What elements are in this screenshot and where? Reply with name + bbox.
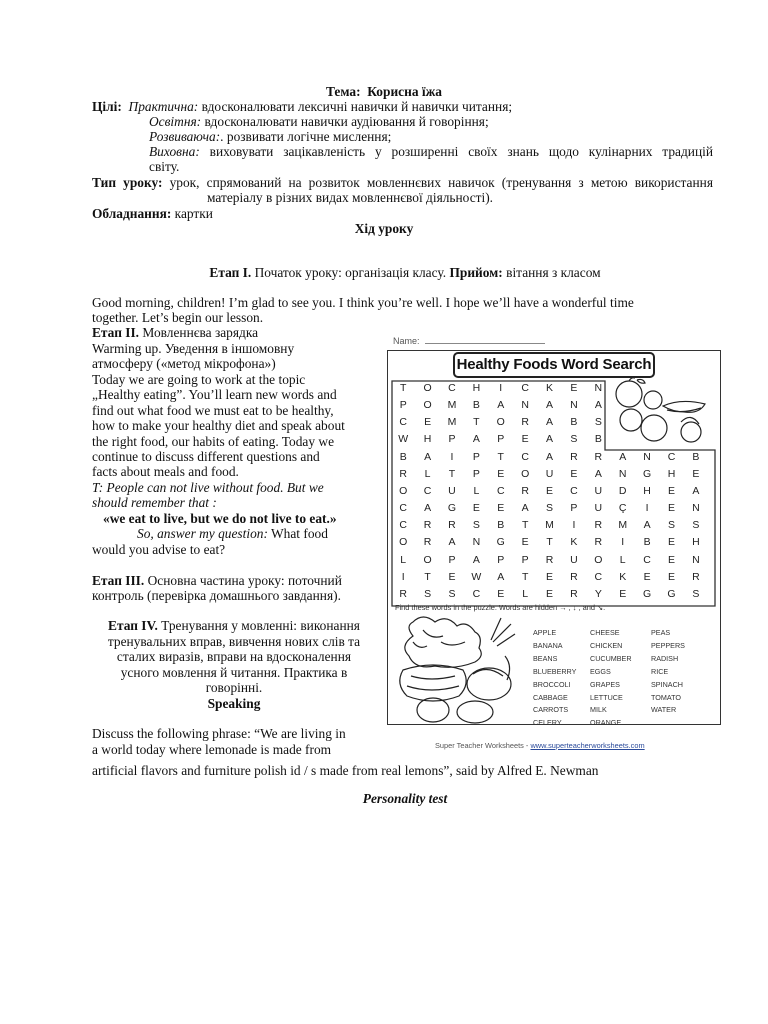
grid-letter: K <box>546 381 554 394</box>
grid-letter: H <box>423 433 432 446</box>
word-item: CUCUMBER <box>590 653 632 663</box>
lesson-type <box>92 175 713 191</box>
grid-letter: C <box>594 570 603 583</box>
grid-letter: R <box>521 484 529 497</box>
stage-2-line: facts about meals and food. <box>92 464 239 479</box>
grid-letter: B <box>399 450 407 463</box>
grid-letter: R <box>423 536 432 549</box>
greeting-line-2: together. Let’s begin our lesson. <box>92 310 264 325</box>
grid-letter: N <box>643 450 651 463</box>
grid-letter: B <box>643 536 651 549</box>
grid-letter: I <box>401 570 405 583</box>
equipment-value: картки <box>174 206 213 221</box>
grid-letter: A <box>594 467 602 480</box>
stage-2-quote <box>103 511 337 527</box>
word-item: WATER <box>651 705 677 715</box>
grid-letter: H <box>667 467 676 480</box>
grid-letter: G <box>643 588 652 601</box>
word-item: EGGS <box>590 666 611 676</box>
stage-4-label: Етап IV. <box>108 618 158 633</box>
vegetables-illustration-icon <box>393 612 525 730</box>
name-line <box>425 343 545 344</box>
grid-letter: E <box>643 570 651 583</box>
grid-letter: P <box>399 398 407 411</box>
grid-letter: H <box>472 381 481 394</box>
stage-2-question-cont: would you advise to eat? <box>92 542 226 557</box>
word-item: RADISH <box>651 653 679 663</box>
grid-letter: C <box>521 381 529 394</box>
topic-label: Тема: <box>326 84 361 99</box>
grid-letter: G <box>496 536 505 549</box>
grid-letter: U <box>594 502 603 515</box>
lesson-type-cont: матеріалу в різних видах мовленнєвої діяльності). <box>207 190 494 205</box>
grid-letter: A <box>643 519 651 532</box>
grid-letter: P <box>521 553 529 566</box>
lesson-topic <box>0 84 768 100</box>
grid-letter: P <box>472 450 480 463</box>
grid-letter: O <box>423 398 432 411</box>
stage-2-italic <box>92 495 217 511</box>
grid-letter: S <box>692 519 700 532</box>
stage-1-method-label: Прийом: <box>449 265 503 280</box>
grid-letter: A <box>546 450 554 463</box>
goal-upbringing-cont: світу. <box>149 159 180 174</box>
stage-2-line: the right food, our habits of eating. Today we <box>92 434 335 449</box>
grid-letter: O <box>423 381 432 394</box>
stage-1-label: Етап І. <box>209 265 252 280</box>
word-search-worksheet <box>383 330 725 760</box>
grid-letter: A <box>692 484 700 497</box>
stage-2-label: Етап ІІ. <box>92 325 140 340</box>
footer-text: Super Teacher Worksheets - <box>435 741 531 750</box>
grid-letter: E <box>546 484 554 497</box>
teacher-line: should remember that : <box>92 495 217 510</box>
word-item: CELERY <box>533 718 562 728</box>
grid-letter: P <box>448 433 456 446</box>
worksheet-footer <box>435 738 645 754</box>
grid-letter: B <box>692 450 700 463</box>
stage-3-label: Етап ІІІ. <box>92 573 145 588</box>
grid-letter: L <box>522 588 529 601</box>
footer-link[interactable]: www.superteacherworksheets.com <box>530 741 645 750</box>
grid-letter: R <box>521 416 529 429</box>
stage-4-line: тренувальних вправ, вивчення нових слів та <box>107 633 361 649</box>
stage-2-line: continue to discuss different questions and <box>92 449 320 464</box>
word-item: APPLE <box>533 628 557 637</box>
grid-row <box>391 552 708 569</box>
grid-row <box>391 535 708 552</box>
grid-letter: E <box>497 502 505 515</box>
course-title <box>0 221 768 237</box>
grid-row <box>391 569 708 586</box>
word-item: CHEESE <box>590 628 620 637</box>
goal-practical <box>92 99 512 115</box>
grid-letter: R <box>570 588 578 601</box>
grid-letter: P <box>472 467 480 480</box>
grid-letter: P <box>497 553 505 566</box>
grid-letter: L <box>400 553 407 566</box>
grid-letter: R <box>570 450 578 463</box>
grid-letter: E <box>570 381 578 394</box>
word-item: LETTUCE <box>590 692 623 702</box>
grid-letter: O <box>594 553 603 566</box>
discuss-line-1: Discuss the following phrase: “We are living in <box>92 726 346 741</box>
grid-letter: P <box>448 553 456 566</box>
grid-letter: E <box>667 536 675 549</box>
grid-letter: T <box>399 381 407 394</box>
grid-letter: R <box>570 570 578 583</box>
grid-letter: S <box>546 502 554 515</box>
name-label: Name: <box>393 336 420 346</box>
grid-letter: T <box>448 467 456 480</box>
speaking-heading <box>92 696 376 712</box>
grid-letter: I <box>572 519 576 532</box>
goal-label: Освітня: <box>149 114 202 129</box>
grid-letter: T <box>473 416 480 429</box>
course-title-text: Хід уроку <box>354 221 414 236</box>
grid-letter: N <box>472 536 481 549</box>
word-item: BANANA <box>533 640 563 650</box>
stage-4-text: Тренування у мовленні: виконання <box>161 618 360 633</box>
grid-letter: I <box>499 381 503 394</box>
personality-test-text: Personality test <box>362 791 448 806</box>
word-item: ORANGE <box>590 718 622 728</box>
stage-2-line: find out what food we must eat to be healthy, <box>92 403 334 418</box>
teacher-line: So, answer my question: <box>137 526 268 541</box>
personality-test-heading <box>0 791 768 807</box>
grid-letter: C <box>667 450 676 463</box>
grid-letter: E <box>692 467 700 480</box>
grid-letter: A <box>424 502 432 515</box>
grid-letter: E <box>619 588 627 601</box>
stage-4-line: говорінні. <box>205 680 263 696</box>
equipment <box>92 206 213 222</box>
grid-letter: N <box>692 553 700 566</box>
grid-letter: N <box>692 502 700 515</box>
worksheet-title: Healthy Foods Word Search <box>453 352 655 378</box>
grid-letter: T <box>521 519 529 532</box>
stage-2-line: атмосферу («метод мікрофона») <box>92 356 276 371</box>
lesson-type-text: урок, спрямований на розвиток мовленнєвих навичок (тренування з метою використання <box>169 175 713 190</box>
grid-letter: T <box>546 536 553 549</box>
grid-letter: E <box>472 502 480 515</box>
grid-letter: S <box>424 588 432 601</box>
grid-letter: H <box>643 484 651 497</box>
grid-letter: C <box>399 519 407 532</box>
word-item: CHICKEN <box>590 640 623 650</box>
grid-letter: T <box>497 450 504 463</box>
grid-letter: U <box>594 484 603 497</box>
grid-letter: A <box>472 433 480 446</box>
grid-letter: C <box>521 450 529 463</box>
speaking-text: Speaking <box>207 695 261 711</box>
grid-letter: E <box>521 536 529 549</box>
grid-letter: R <box>448 519 456 532</box>
word-item: BEANS <box>533 653 558 663</box>
grid-letter: C <box>570 484 578 497</box>
grid-letter: C <box>399 416 407 429</box>
grid-row <box>391 500 708 517</box>
grid-letter: G <box>643 467 652 480</box>
grid-letter: B <box>472 398 480 411</box>
grid-letter: E <box>521 433 529 446</box>
grid-letter: A <box>424 450 432 463</box>
grid-letter: S <box>472 519 480 532</box>
stage-1-text: Початок уроку: організація класу. <box>254 265 447 280</box>
word-column <box>651 627 713 717</box>
grid-letter: L <box>619 553 626 566</box>
grid-letter: N <box>570 398 578 411</box>
word-item: BROCCOLI <box>533 679 571 689</box>
grid-letter: E <box>667 484 675 497</box>
grid-letter: C <box>496 484 505 497</box>
grid-letter: A <box>594 398 602 411</box>
stage-4-line <box>92 618 376 634</box>
grid-letter: C <box>643 553 651 566</box>
grid-letter: C <box>472 588 481 601</box>
grid-letter: B <box>570 416 578 429</box>
grid-letter: S <box>667 519 675 532</box>
stage-2-line: „Healthy eating”. You’ll learn new words and <box>92 387 337 402</box>
grid-letter: E <box>546 570 554 583</box>
stage-2-question <box>137 526 328 542</box>
grid-letter: C <box>399 502 407 515</box>
grid-letter: N <box>618 467 627 480</box>
grid-letter: S <box>594 416 602 429</box>
word-item: SPINACH <box>651 679 683 689</box>
stage-2-italic <box>92 480 324 496</box>
lesson-type-label: Тип уроку: <box>92 175 163 190</box>
word-item: PEAS <box>651 628 671 637</box>
grid-letter: K <box>619 570 627 583</box>
word-item: RICE <box>651 666 669 676</box>
grid-letter: R <box>399 588 407 601</box>
grid-letter: A <box>546 398 554 411</box>
word-item: GRAPES <box>590 679 620 689</box>
grid-letter: I <box>645 502 649 515</box>
stage-3-line: контроль (перевірка домашнього завдання). <box>92 588 341 603</box>
stage-2-heading <box>92 325 258 341</box>
grid-letter: R <box>399 467 407 480</box>
grid-letter: K <box>570 536 578 549</box>
word-item: CARROTS <box>533 705 569 715</box>
stage-2-title: Мовленнєва зарядка <box>142 325 259 340</box>
grid-letter: E <box>424 416 432 429</box>
grid-letter: Ç <box>618 502 627 515</box>
grid-letter: B <box>497 519 505 532</box>
grid-letter: H <box>692 536 700 549</box>
grid-letter: S <box>448 588 456 601</box>
grid-letter: M <box>447 398 457 411</box>
goal-label: Виховна: <box>149 144 200 159</box>
quote-text: «we eat to live, but we do not live to eat.» <box>103 511 337 526</box>
stage-4-line: сталих виразів, вправи на вдосконалення <box>116 649 352 665</box>
topic-value: Корисна їжа <box>367 84 442 99</box>
grid-row <box>391 466 708 483</box>
question-text: What food <box>271 526 328 541</box>
goal-text: виховувати зацікавленість у розширенні своїх знань щодо кулінарних традицій <box>209 144 713 159</box>
grid-letter: I <box>450 450 454 463</box>
grid-letter: L <box>424 467 431 480</box>
grid-letter: Y <box>594 588 602 601</box>
grid-letter: C <box>423 484 432 497</box>
goals-label: Цілі: <box>92 99 122 114</box>
grid-letter: E <box>667 570 675 583</box>
grid-letter: S <box>570 433 578 446</box>
grid-row <box>391 518 708 535</box>
grid-letter: N <box>594 381 603 394</box>
stage-1-method-text: вітання з класом <box>506 265 601 280</box>
fruit-illustration-icon <box>611 376 715 452</box>
grid-letter: T <box>424 570 431 583</box>
grid-letter: R <box>692 570 700 583</box>
grid-row <box>391 483 708 500</box>
stage-3-text: Основна частина уроку: поточний <box>147 573 342 588</box>
grid-letter: A <box>472 553 480 566</box>
grid-letter: N <box>521 398 529 411</box>
equipment-label: Обладнання: <box>92 206 172 221</box>
grid-letter: M <box>545 519 554 532</box>
discuss-line-3: artificial flavors and furniture polish id / s made from real lemons”, said by Alfred E. Newman <box>92 763 599 778</box>
grid-letter: W <box>471 570 482 583</box>
grid-letter: O <box>399 536 408 549</box>
grid-letter: D <box>618 484 627 497</box>
grid-letter: O <box>423 553 432 566</box>
grid-letter: E <box>448 570 456 583</box>
grid-letter: O <box>521 467 530 480</box>
grid-letter: A <box>497 398 505 411</box>
goal-text: вдосконалювати навички аудіювання й говоріння; <box>204 114 489 129</box>
stage-2-line: how to make your healthy diet and speak about <box>92 418 345 433</box>
word-item: MILK <box>590 705 607 715</box>
grid-letter: R <box>594 519 603 532</box>
grid-letter: A <box>546 416 554 429</box>
grid-letter: M <box>618 519 628 532</box>
grid-letter: R <box>545 553 554 566</box>
grid-letter: O <box>399 484 408 497</box>
goal-label: Практична: <box>128 99 199 114</box>
goal-upbringing <box>149 144 713 160</box>
stage-4 <box>92 618 376 712</box>
stage-2-line: Warming up. Уведення в іншомовну <box>92 341 295 356</box>
grid-letter: S <box>692 588 700 601</box>
word-item: BLUEBERRY <box>533 666 577 676</box>
word-item: TOMATO <box>651 692 681 702</box>
instructions: Find these words in the puzzle. Words are hidden → , ↓ , and ↘. <box>395 603 606 612</box>
grid-letter: B <box>594 433 602 446</box>
goal-developing <box>149 129 391 145</box>
word-column <box>533 627 595 730</box>
stage-2-line: Today we are going to work at the topic <box>92 372 306 387</box>
grid-letter: G <box>667 588 676 601</box>
grid-letter: U <box>570 553 578 566</box>
grid-letter: E <box>497 467 505 480</box>
stage-3-line <box>92 573 342 589</box>
grid-letter: L <box>473 484 480 497</box>
stage-4-line: усного мовлення й читання. Практика в <box>120 664 348 680</box>
grid-letter: W <box>398 433 409 446</box>
grid-letter: E <box>570 467 578 480</box>
grid-letter: U <box>545 467 554 480</box>
grid-letter: E <box>497 588 505 601</box>
discuss-line-2: a world today where lemonade is made from <box>92 742 332 757</box>
grid-letter: M <box>447 416 457 429</box>
grid-letter: R <box>594 450 603 463</box>
goal-text: вдосконалювати лексичні навички й навички читання; <box>201 99 513 114</box>
grid-letter: C <box>448 381 456 394</box>
word-column <box>590 627 652 730</box>
grid-letter: A <box>546 433 554 446</box>
grid-letter: E <box>667 553 675 566</box>
grid-letter: A <box>521 502 529 515</box>
grid-letter: R <box>423 519 432 532</box>
grid-letter: A <box>497 570 505 583</box>
goal-educational <box>149 114 489 130</box>
grid-letter: R <box>594 536 603 549</box>
word-item: CABBAGE <box>533 692 568 702</box>
greeting-line-1: Good morning, children! I’m glad to see you. I think you’re well. I hope we’ll have a wonderful time <box>92 295 634 310</box>
teacher-line: T: People can not live without food. But we <box>92 480 324 495</box>
grid-letter: A <box>619 450 627 463</box>
grid-letter: O <box>496 416 505 429</box>
word-item: PEPPERS <box>651 640 685 650</box>
goal-label: Розвиваюча: <box>149 129 221 144</box>
stage-1 <box>0 265 768 281</box>
grid-letter: P <box>570 502 578 515</box>
grid-letter: G <box>447 502 457 515</box>
grid-letter: T <box>521 570 529 583</box>
grid-letter: A <box>448 536 456 549</box>
grid-letter: U <box>448 484 456 497</box>
grid-letter: E <box>667 502 675 515</box>
grid-letter: E <box>546 588 554 601</box>
grid-letter: I <box>621 536 625 549</box>
goal-text: . розвивати логічне мислення; <box>220 129 392 144</box>
grid-letter: P <box>497 433 505 446</box>
